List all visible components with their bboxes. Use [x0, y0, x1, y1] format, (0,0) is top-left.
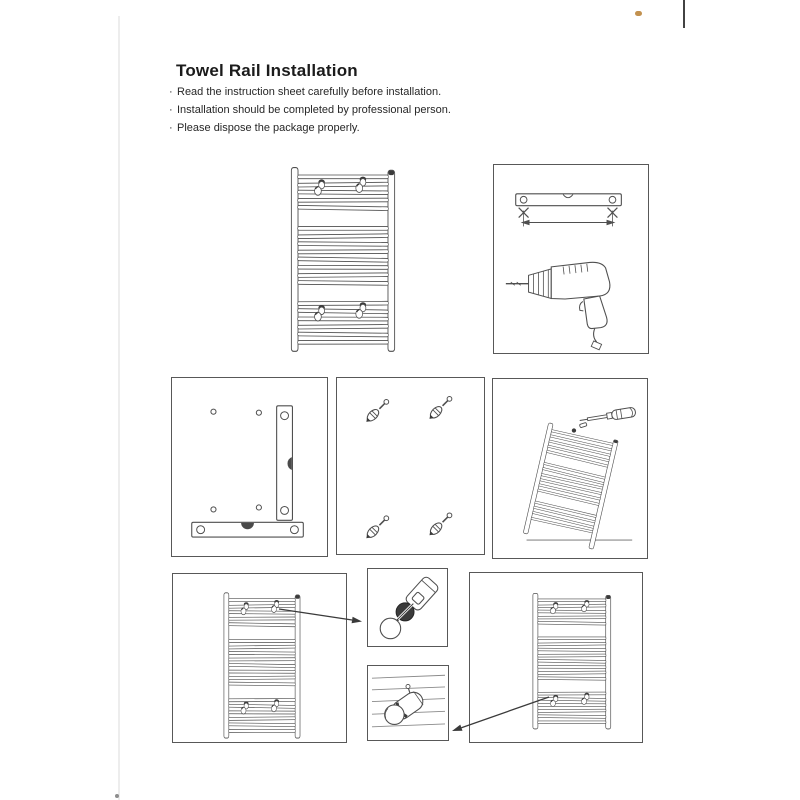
panel-mount-rail: [172, 573, 347, 743]
towel-rail-icon: [284, 160, 402, 357]
instruction-text: Read the instruction sheet carefully before installation.: [177, 86, 442, 98]
mounted-bracket-icon: [385, 684, 427, 724]
bullet-marker: ·: [169, 104, 173, 116]
page-title: Towel Rail Installation: [176, 61, 358, 80]
spirit-level-icon: [516, 194, 622, 206]
vent-plug-dot: [572, 428, 576, 432]
panel-finished-rail: [469, 572, 643, 743]
instruction-list: [169, 83, 451, 137]
scan-fold-line: [118, 16, 120, 800]
bullet-marker: ·: [169, 86, 173, 98]
panel-hole-layout: [171, 377, 328, 557]
leaning-towel-rail-icon: [523, 423, 618, 549]
panel-bracket-detail-bottom: [367, 665, 449, 741]
instruction-item: [169, 83, 451, 101]
screwdriver-icon: [579, 407, 636, 425]
vertical-level-icon: [277, 406, 293, 521]
wall-plugs-figure: [337, 378, 484, 554]
bracket-mounted-figure: [368, 666, 448, 740]
towel-rail-icon: [533, 593, 611, 729]
scan-speck: [115, 794, 119, 798]
wall-plug-icon: [363, 400, 388, 425]
towel-rail-figure: [284, 160, 402, 357]
bracket-parts-figure: [368, 569, 447, 646]
level-and-drill-figure: [494, 165, 648, 353]
instruction-item: [169, 119, 451, 137]
wall-plug-icon: [363, 516, 388, 541]
finished-rail-figure: [470, 573, 642, 742]
distance-arrow-icon: [521, 211, 616, 227]
leaning-rail-figure: [493, 379, 647, 558]
drill-icon: [506, 262, 610, 349]
drilled-holes-icon: [211, 409, 262, 512]
slotted-grub-screw-icon: [396, 603, 414, 622]
instruction-text: Installation should be completed by professional person.: [177, 104, 451, 116]
orange-smudge-mark: [635, 11, 642, 16]
scan-edge-mark: [683, 0, 685, 28]
wall-plug-icon: [427, 513, 452, 538]
panel-wall-plugs: [336, 377, 485, 555]
small-part-icon: [579, 422, 587, 427]
hole-layout-figure: [172, 378, 327, 556]
instruction-item: [169, 101, 451, 119]
instruction-text: Please dispose the package properly.: [177, 122, 360, 134]
drill-mark-x-icon: [519, 208, 618, 218]
wall-plug-icon: [427, 397, 452, 422]
mount-rail-figure: [173, 574, 346, 742]
horizontal-level-icon: [192, 522, 304, 537]
towel-rail-icon: [224, 593, 300, 738]
panel-prepare-rail: [492, 378, 648, 559]
panel-marking-drilling: [493, 164, 649, 354]
bullet-marker: ·: [169, 122, 173, 134]
panel-bracket-detail-top: [367, 568, 448, 647]
cover-ring-icon: [380, 618, 400, 638]
